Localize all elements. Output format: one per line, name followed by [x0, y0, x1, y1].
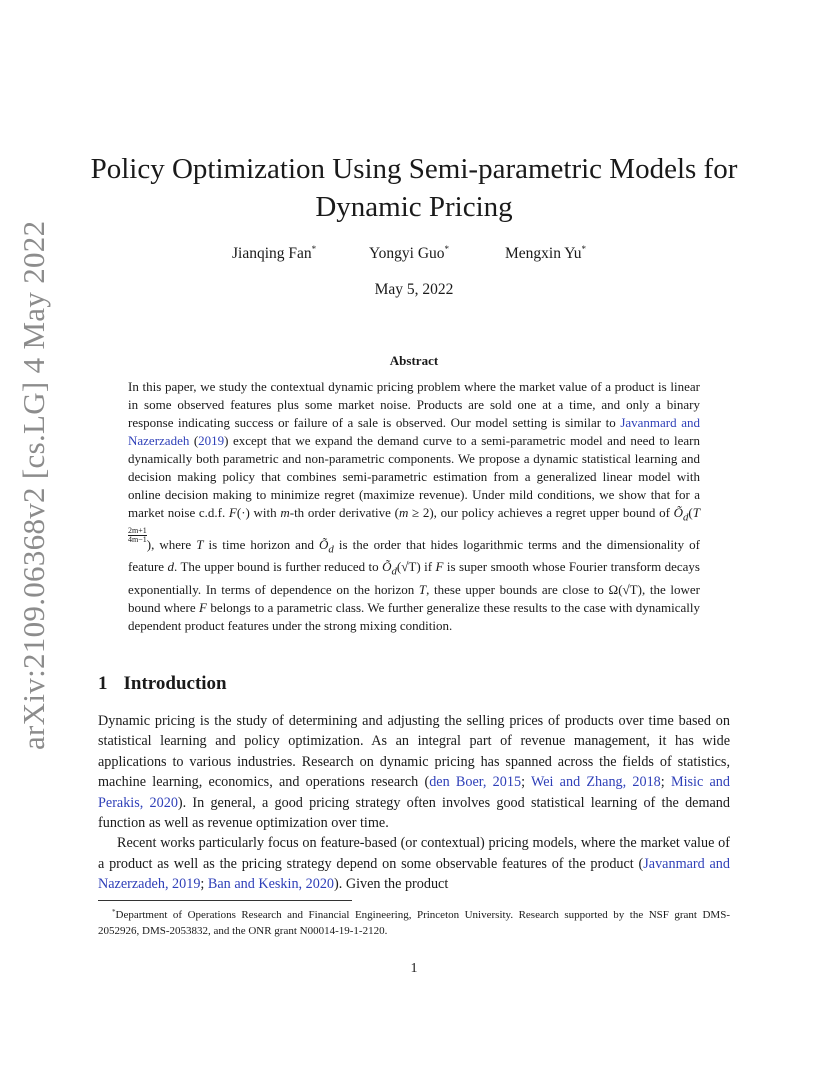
citation-link[interactable]: Ban and Keskin, 2020	[207, 876, 335, 893]
citation-link[interactable]: Wei and Zhang, 2018	[530, 774, 661, 791]
paper-title: Policy Optimization Using Semi-parametric Models for Dynamic Pricing	[90, 153, 738, 223]
citation-link[interactable]: Misic and Perakis, 2020	[98, 774, 730, 811]
author-name: Mengxin Yu*	[505, 244, 586, 262]
abstract-heading: Abstract	[389, 353, 439, 368]
citation-link[interactable]: Javanmard and Nazerzadeh, 2019	[98, 855, 730, 893]
section-heading	[98, 673, 227, 695]
page-number: 1	[410, 961, 418, 976]
citation-year-link[interactable]: 2019	[198, 433, 225, 448]
footnote-divider	[98, 900, 352, 901]
citation-link[interactable]: den Boer, 2015	[429, 774, 522, 791]
citation-link[interactable]: Javanmard and Nazerzadeh	[128, 415, 700, 448]
section-number: 1	[98, 673, 108, 694]
introduction-body	[98, 711, 730, 895]
author-name: Yongyi Guo*	[369, 244, 450, 262]
footnote: *Department of Operations Research and Financial Engineering, Princeton University. Research supported by the NSF grant DMS-2052926, DMS-2053832, and the ONR grant N00014-19-1-2120.	[98, 908, 730, 937]
arxiv-identifier-stamp: arXiv:2109.06368v2 [cs.LG] 4 May 2022	[16, 220, 51, 750]
regret-bound-expression: $Õ_d(T$ $^{\frac{2m+1}{4m-1}}$	[128, 505, 700, 544]
paragraph: Recent works particularly focus on feature-based (or contextual) pricing models, where the market value of a product as well as the pricing strategy depend on some observable features of the product (Javanmard and Nazerzadeh, 2019; Ban and Keskin, 2020). Given the product	[98, 835, 730, 893]
section-title: Introduction	[123, 673, 227, 694]
publication-date: May 5, 2022	[374, 281, 454, 298]
author-name: Jianqing Fan*	[232, 244, 317, 262]
abstract-body: In this paper, we study the contextual dynamic pricing problem where the market value of a product is linear in some observed features plus some market noise. Products are sold one at a time, and only a binary response indicating success or failure of a sale is observed. Our model setting is similar to Javanmard and Nazerzadeh (2019) except that we expand the demand curve to a semi-parametric model and need to learn dynamically both parametric and non-parametric components. We propose a dynamic statistical learning and decision making policy that combines semi-parametric estimation from a generalized linear model with online decision making to minimize regret (maximize revenue). Under mild conditions, we show that for a market noise c.d.f. F(·) with m-th order derivative (m ≥ 2), our policy achieves a regret upper bound of $Õ_d(T$ $^{\frac{2m+1}{4m-1}}$ ), where T is time horizon and $Õ_d$ is the order that hides logarithmic terms and the dimensionality of feature d. The upper bound is further reduced to $Õ_d(√T)$ if F is super smooth whose Fourier transform decays exponentially. In terms of dependence on the horizon T, these upper bounds are close to Ω(√T), the lower bound where F belongs to a parametric class. We further generalize these results to the case with dynamically dependent product features under the strong mixing condition.	[128, 379, 700, 633]
paragraph: Dynamic pricing is the study of determining and adjusting the selling prices of products over time based on statistical learning and policy optimization. As an integral part of revenue management, it has wide applications to various industries. Research on dynamic pricing has spanned across the fields of statistics, machine learning, economics, and operations research (den Boer, 2015; Wei and Zhang, 2018; Misic and Perakis, 2020). In general, a good pricing strategy often involves good statistical learning of the demand function as well as revenue optimization over time.	[98, 713, 730, 832]
author-list	[0, 244, 828, 266]
